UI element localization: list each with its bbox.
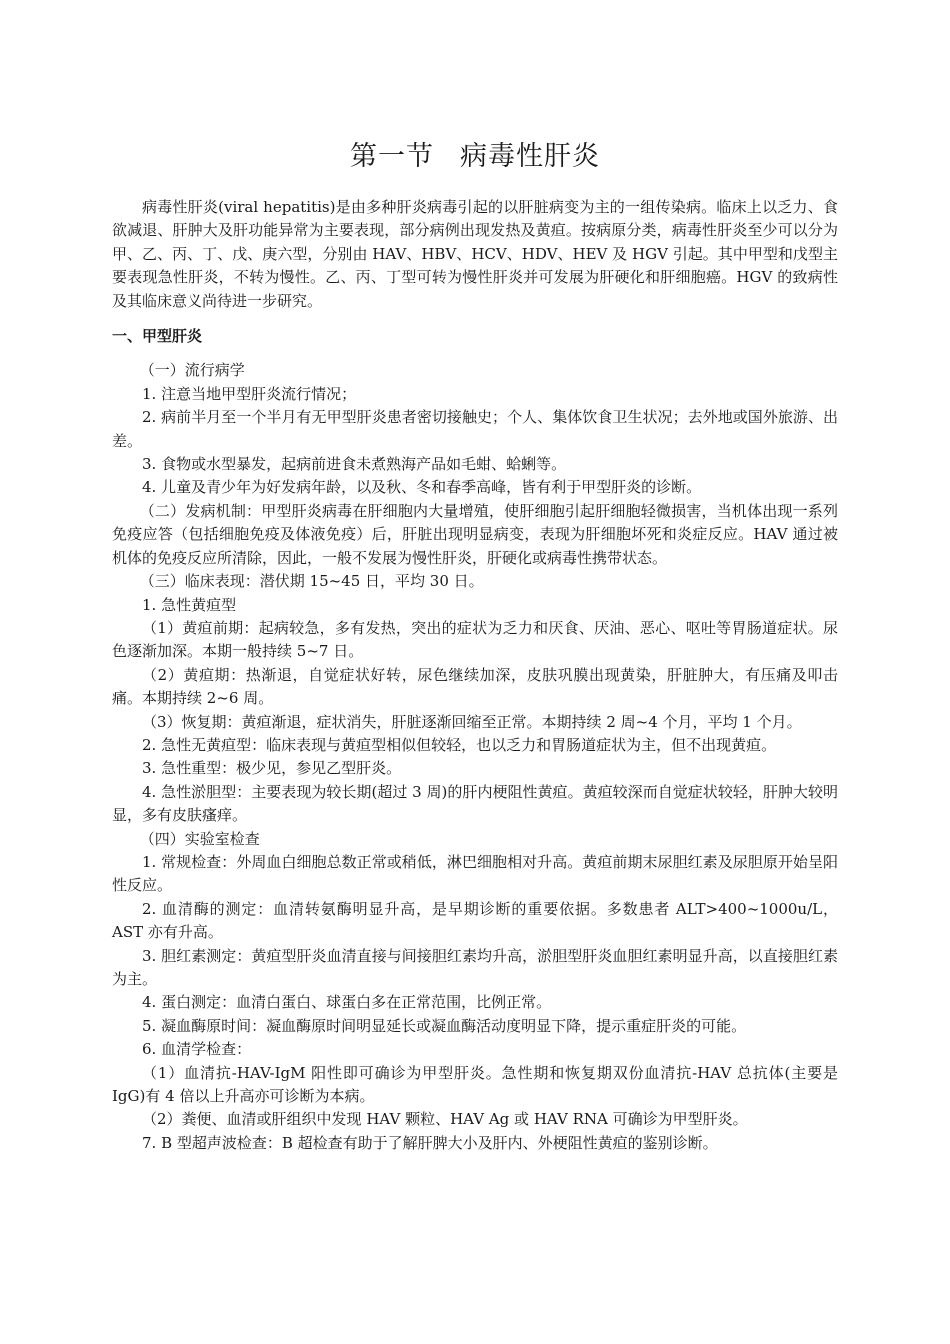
list-item: 3. 食物或水型暴发，起病前进食未煮熟海产品如毛蚶、蛤蜊等。 — [142, 455, 567, 474]
intro-paragraph: 病毒性肝炎(viral hepatitis)是由多种肝炎病毒引起的以肝脏病变为主的一组传染病。临床上以乏力、食欲减退、肝肿大及肝功能异常为主要表现，部分病例出现发热及黄疸。按病原分类，病毒性肝炎至少可以分为甲、乙、丙、丁、戊、庚六型，分别由 HAV、HBV、HCV、HDV、HEV 及 HGV 引起。其中甲型和戊型主要表现急性肝炎，不转为慢性。乙、丙、丁型可转为慢性肝炎并可发展为肝硬化和肝细胞癌。HGV 的致病性及其临床意义尚待进一步研究。 — [112, 198, 838, 310]
list-item: 1. 急性黄疸型 — [142, 595, 237, 614]
page-title — [0, 134, 950, 173]
list-item: 5. 凝血酶原时间：凝血酶原时间明显延长或凝血酶活动度明显下降，提示重症肝炎的可能。 — [142, 1016, 747, 1035]
subheading-lab-tests: （四）实验室检查 — [139, 829, 260, 848]
list-item: 6. 血清学检查： — [142, 1040, 252, 1059]
list-item: 2. 病前半月至一个半月有无甲型肝炎患者密切接触史；个人、集体饮食卫生状况；去外地或国外旅游、出差。 — [112, 408, 838, 450]
list-item: （1）血清抗-HAV-IgM 阳性即可确诊为甲型肝炎。急性期和恢复期双份血清抗-HAV 总抗体(主要是 IgG)有 4 倍以上升高亦可诊断为本病。 — [112, 1063, 838, 1106]
list-item: 1. 常规检查：外周血白细胞总数正常或稍低，淋巴细胞相对升高。黄疸前期末尿胆红素及尿胆原开始呈阳性反应。 — [112, 852, 838, 895]
list-item: 2. 急性无黄疸型：临床表现与黄疸型相似但较轻，也以乏力和胃肠道症状为主，但不出现黄疸。 — [142, 735, 777, 754]
list-item: 2. 血清酶的测定：血清转氨酶明显升高，是早期诊断的重要依据。多数患者 ALT>400~1000u/L，AST 亦有升高。 — [112, 899, 838, 942]
list-item: （3）恢复期：黄疸渐退，症状消失，肝脏逐渐回缩至正常。本期持续 2 周~4 个月，平均 1 个月。 — [142, 712, 802, 731]
subheading-clinical: （三）临床表现：潜伏期 15~45 日，平均 30 日。 — [139, 572, 484, 591]
title-section-number: 第一节 — [350, 141, 434, 172]
list-item: （1）黄疸前期：起病较急，多有发热，突出的症状为乏力和厌食、厌油、恶心、呕吐等胃肠道症状。尿色逐渐加深。本期一般持续 5~7 日。 — [112, 618, 838, 661]
list-item: 1. 注意当地甲型肝炎流行情况； — [142, 384, 357, 403]
list-item: 4. 儿童及青少年为好发病年龄，以及秋、冬和春季高峰，皆有利于甲型肝炎的诊断。 — [142, 478, 702, 497]
list-item: 4. 蛋白测定：血清白蛋白、球蛋白多在正常范围，比例正常。 — [142, 993, 552, 1012]
list-item: 3. 胆红素测定：黄疸型肝炎血清直接与间接胆红素均升高，淤胆型肝炎血胆红素明显升高，以直接胆红素为主。 — [112, 946, 838, 988]
list-item: （2）粪便、血清或肝组织中发现 HAV 颗粒、HAV Ag 或 HAV RNA 可确诊为甲型肝炎。 — [142, 1110, 748, 1129]
subheading-epidemiology: （一）流行病学 — [139, 361, 245, 380]
subheading-pathogenesis: （二）发病机制：甲型肝炎病毒在肝细胞内大量增殖，使肝细胞引起肝细胞轻微损害，当机体出现一系列免疫应答（包括细胞免疫及体液免疫）后，肝脏出现明显病变，表现为肝细胞坏死和炎症反应。HAV 通过被机体的免疫反应所清除，因此，一般不发展为慢性肝炎，肝硬化或病毒性携带状态。 — [112, 501, 838, 567]
list-item: 7. B 型超声波检查：B 超检查有助于了解肝脾大小及肝内、外梗阻性黄疸的鉴别诊断。 — [142, 1133, 718, 1152]
list-item: 3. 急性重型：极少见，参见乙型肝炎。 — [142, 759, 402, 778]
list-item: 4. 急性淤胆型：主要表现为较长期(超过 3 周)的肝内梗阻性黄疸。黄疸较深而自觉症状较轻，肝肿大较明显，多有皮肤瘙痒。 — [112, 782, 838, 825]
document-body — [112, 196, 838, 1155]
list-item: （2）黄疸期：热渐退，自觉症状好转，尿色继续加深，皮肤巩膜出现黄染，肝脏肿大，有压痛及叩击痛。本期持续 2~6 周。 — [112, 665, 838, 708]
section-heading: 一、甲型肝炎 — [112, 327, 203, 346]
title-topic: 病毒性肝炎 — [460, 141, 600, 172]
